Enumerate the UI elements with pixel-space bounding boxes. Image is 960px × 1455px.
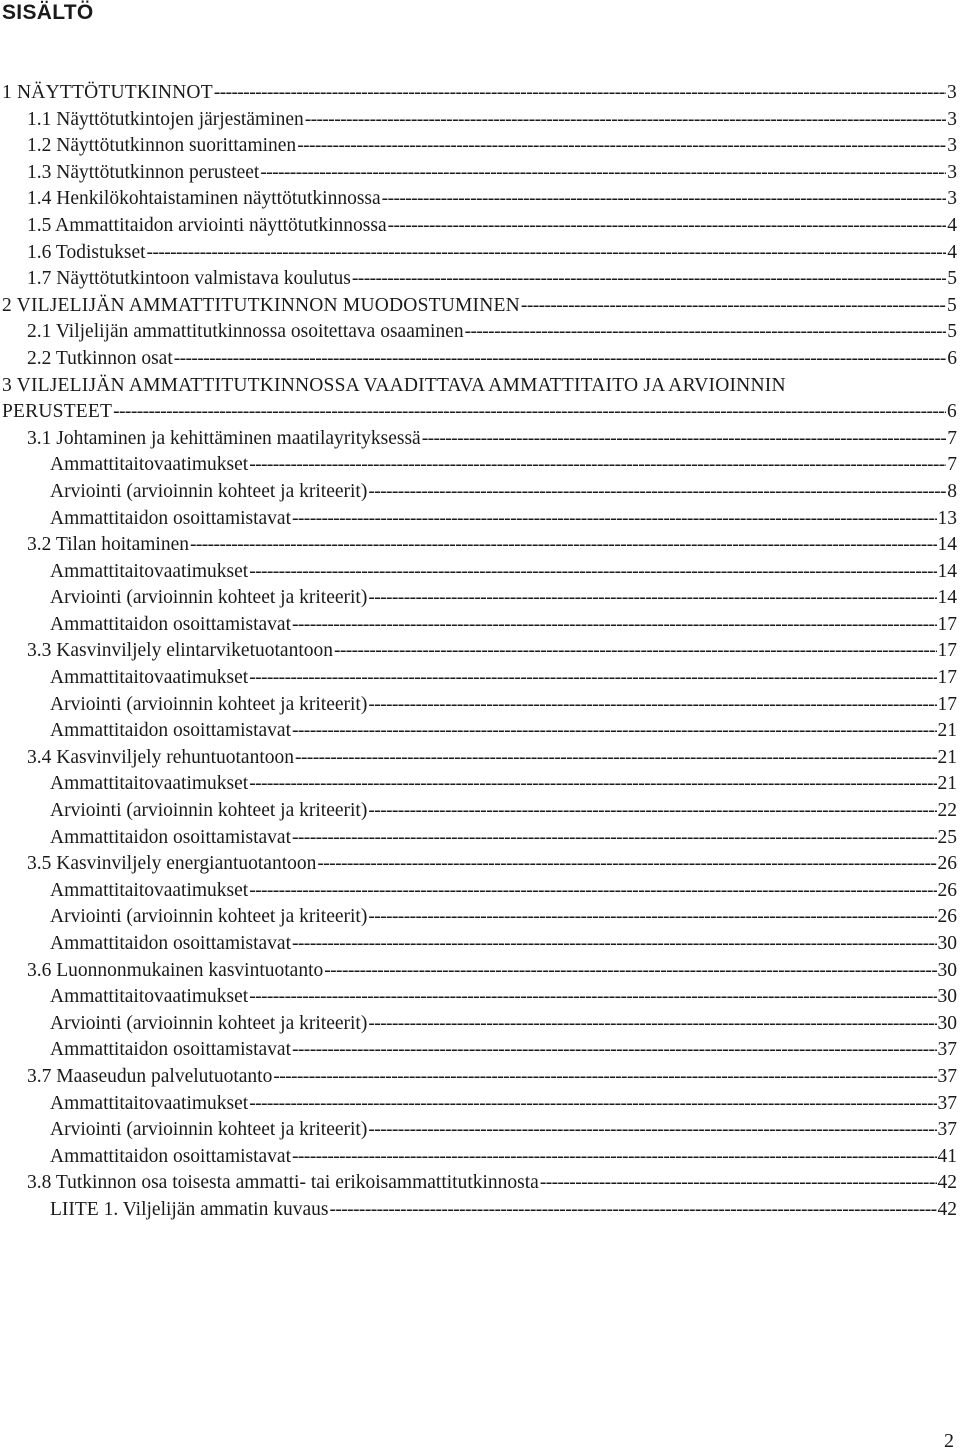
toc-entry-title: Ammattitaitovaatimukset bbox=[50, 560, 249, 582]
dash-leader bbox=[352, 266, 946, 293]
toc-entry-title: 3.2 Tilan hoitaminen bbox=[27, 534, 189, 556]
toc-entry[interactable] bbox=[0, 692, 957, 719]
toc-entry-title: Arviointi (arvioinnin kohteet ja kriteerit) bbox=[50, 587, 368, 609]
toc-entry[interactable] bbox=[0, 559, 957, 586]
toc-entry[interactable] bbox=[0, 585, 957, 612]
toc-entry[interactable] bbox=[0, 373, 957, 400]
toc-entry[interactable] bbox=[0, 160, 957, 187]
toc-entry-title: 3.7 Maaseudun palvelutuotanto bbox=[27, 1065, 273, 1087]
toc-entry-page: 5 bbox=[947, 294, 957, 316]
toc-entry-page: 21 bbox=[937, 773, 957, 795]
toc-entry-page: 7 bbox=[947, 454, 957, 476]
toc-entry-title: 1.2 Näyttötutkinnon suorittaminen bbox=[27, 135, 297, 157]
toc-entry-page: 21 bbox=[937, 746, 957, 768]
toc-entry[interactable] bbox=[0, 1117, 957, 1144]
toc-entry-title: 2 VILJELIJÄN AMMATTITUTKINNON MUODOSTUMINEN bbox=[2, 294, 520, 316]
toc-entry-page: 26 bbox=[937, 879, 957, 901]
toc-entry[interactable] bbox=[0, 665, 957, 692]
toc-entry[interactable] bbox=[0, 426, 957, 453]
dash-leader bbox=[465, 319, 947, 346]
toc-entry-page: 4 bbox=[947, 214, 957, 236]
dash-leader bbox=[329, 1197, 936, 1224]
toc-entry-title: 2.2 Tutkinnon osat bbox=[27, 347, 173, 369]
dash-leader bbox=[292, 931, 936, 958]
toc-entry-title: 3.1 Johtaminen ja kehittäminen maatilayrityksessä bbox=[27, 427, 421, 449]
toc-entry-title: Arviointi (arvioinnin kohteet ja kriteerit) bbox=[50, 906, 368, 928]
toc-entry[interactable] bbox=[0, 133, 957, 160]
dash-leader bbox=[249, 1091, 936, 1118]
table-of-contents bbox=[0, 80, 957, 1224]
toc-entry[interactable] bbox=[0, 1144, 957, 1171]
toc-entry-page: 17 bbox=[937, 693, 957, 715]
dash-leader bbox=[113, 399, 946, 426]
dash-leader bbox=[249, 878, 936, 905]
toc-entry[interactable] bbox=[0, 452, 957, 479]
toc-entry[interactable] bbox=[0, 1011, 957, 1038]
toc-entry[interactable] bbox=[0, 718, 957, 745]
dash-leader bbox=[324, 958, 936, 985]
toc-entry-page: 30 bbox=[937, 933, 957, 954]
toc-entry[interactable] bbox=[0, 532, 957, 559]
toc-entry-page: 25 bbox=[937, 826, 957, 848]
toc-entry-title: Ammattitaidon osoittamistavat bbox=[50, 1145, 292, 1167]
toc-entry-page: 37 bbox=[937, 1119, 957, 1141]
toc-entry-page: 14 bbox=[937, 587, 957, 609]
toc-entry-title: 2.1 Viljelijän ammattitutkinnossa osoitettava osaaminen bbox=[27, 321, 464, 343]
toc-entry[interactable] bbox=[0, 1064, 957, 1091]
dash-leader bbox=[190, 532, 937, 559]
toc-entry[interactable] bbox=[0, 266, 957, 293]
toc-entry[interactable] bbox=[0, 1197, 957, 1224]
toc-entry-title: 1 NÄYTTÖTUTKINNOT bbox=[2, 82, 213, 103]
dash-leader bbox=[147, 240, 947, 267]
toc-entry-page: 3 bbox=[947, 135, 957, 157]
toc-entry-page: 30 bbox=[937, 1012, 957, 1034]
toc-entry-page: 3 bbox=[947, 188, 957, 210]
toc-entry-page: 41 bbox=[937, 1145, 957, 1167]
toc-entry[interactable] bbox=[0, 479, 957, 506]
toc-entry[interactable] bbox=[0, 638, 957, 665]
toc-entry-title: 3 VILJELIJÄN AMMATTITUTKINNOSSA VAADITTAVA AMMATTITAITO JA ARVIOINNIN bbox=[2, 374, 786, 396]
toc-entry[interactable] bbox=[0, 506, 957, 533]
toc-entry-title: 3.3 Kasvinviljely elintarviketuotantoon bbox=[27, 640, 333, 662]
toc-entry[interactable] bbox=[0, 612, 957, 639]
toc-entry[interactable] bbox=[0, 771, 957, 798]
toc-entry-title: Ammattitaidon osoittamistavat bbox=[50, 720, 292, 742]
dash-leader bbox=[422, 426, 947, 453]
toc-entry[interactable] bbox=[0, 878, 957, 905]
dash-leader bbox=[368, 1011, 936, 1038]
toc-entry-page: 22 bbox=[937, 800, 957, 822]
toc-entry-continuation[interactable] bbox=[0, 399, 957, 426]
toc-entry[interactable] bbox=[0, 293, 957, 320]
toc-heading: SISÄLTÖ bbox=[2, 1, 94, 24]
dash-leader bbox=[174, 346, 947, 373]
toc-entry-title: Arviointi (arvioinnin kohteet ja kriteerit) bbox=[50, 1012, 368, 1034]
dash-leader bbox=[521, 293, 946, 320]
toc-entry-page: 5 bbox=[947, 268, 957, 290]
toc-entry-page: 14 bbox=[937, 560, 957, 582]
toc-entry-title: Ammattitaitovaatimukset bbox=[50, 986, 249, 1008]
toc-entry[interactable] bbox=[0, 1170, 957, 1197]
dash-leader bbox=[295, 745, 936, 772]
toc-entry[interactable] bbox=[0, 107, 957, 134]
dash-leader bbox=[292, 506, 936, 533]
dash-leader bbox=[334, 638, 937, 665]
dash-leader bbox=[260, 160, 946, 187]
dash-leader bbox=[368, 585, 936, 612]
toc-entry-title: 1.1 Näyttötutkintojen järjestäminen bbox=[27, 108, 304, 130]
dash-leader bbox=[249, 665, 936, 692]
toc-entry-title: Ammattitaidon osoittamistavat bbox=[50, 507, 292, 529]
toc-entry-title: LIITE 1. Viljelijän ammatin kuvaus bbox=[50, 1198, 329, 1220]
dash-leader bbox=[249, 452, 946, 479]
toc-entry[interactable] bbox=[0, 958, 957, 985]
toc-entry-title: 1.7 Näyttötutkintoon valmistava koulutus bbox=[27, 268, 351, 290]
toc-entry-title: 3.4 Kasvinviljely rehuntuotantoon bbox=[27, 746, 295, 768]
toc-entry[interactable] bbox=[0, 213, 957, 240]
dash-leader bbox=[249, 771, 936, 798]
toc-entry-page: 37 bbox=[937, 1039, 957, 1061]
toc-entry[interactable] bbox=[0, 240, 957, 267]
toc-entry-page: 6 bbox=[947, 401, 957, 423]
toc-entry-title: Ammattitaitovaatimukset bbox=[50, 667, 249, 689]
toc-entry-page: 13 bbox=[937, 507, 957, 529]
toc-entry-page: 7 bbox=[947, 427, 957, 449]
dash-leader bbox=[214, 80, 946, 107]
toc-entry-title: PERUSTEET bbox=[2, 401, 113, 423]
toc-entry-page: 6 bbox=[947, 347, 957, 369]
dash-leader bbox=[382, 186, 947, 213]
toc-entry-title: Arviointi (arvioinnin kohteet ja kriteerit) bbox=[50, 693, 368, 715]
dash-leader bbox=[292, 825, 936, 852]
toc-entry-page: 14 bbox=[937, 534, 957, 556]
toc-entry-title: 1.4 Henkilökohtaistaminen näyttötutkinnossa bbox=[27, 188, 381, 210]
toc-entry-page: 42 bbox=[937, 1172, 957, 1194]
toc-entry-page: 37 bbox=[937, 1092, 957, 1114]
toc-entry-title: Ammattitaidon osoittamistavat bbox=[50, 613, 292, 635]
toc-entry-page: 42 bbox=[937, 1198, 957, 1220]
dash-leader bbox=[368, 479, 946, 506]
toc-entry[interactable] bbox=[0, 346, 957, 373]
dash-leader bbox=[305, 107, 947, 134]
toc-entry[interactable] bbox=[0, 186, 957, 213]
toc-entry-title: 1.3 Näyttötutkinnon perusteet bbox=[27, 161, 260, 183]
toc-entry-page: 4 bbox=[947, 241, 957, 263]
toc-entry-page: 5 bbox=[947, 321, 957, 343]
toc-entry[interactable] bbox=[0, 984, 957, 1011]
toc-entry-title: Arviointi (arvioinnin kohteet ja kriteerit) bbox=[50, 800, 368, 822]
toc-entry-page: 17 bbox=[937, 613, 957, 635]
toc-entry-title: 1.5 Ammattitaidon arviointi näyttötutkinnossa bbox=[27, 214, 387, 236]
toc-entry-title: Ammattitaidon osoittamistavat bbox=[50, 1039, 292, 1061]
toc-entry-title: Ammattitaidon osoittamistavat bbox=[50, 933, 292, 954]
toc-entry-page: 17 bbox=[937, 667, 957, 689]
toc-entry[interactable] bbox=[0, 1037, 957, 1064]
toc-entry[interactable] bbox=[0, 931, 957, 958]
toc-entry-title: 3.5 Kasvinviljely energiantuotantoon bbox=[27, 853, 317, 875]
dash-leader bbox=[292, 612, 936, 639]
dash-leader bbox=[273, 1064, 936, 1091]
toc-entry[interactable] bbox=[0, 904, 957, 931]
toc-entry-page: 30 bbox=[937, 959, 957, 981]
toc-entry-title: Arviointi (arvioinnin kohteet ja kriteerit) bbox=[50, 480, 368, 502]
dash-leader bbox=[368, 692, 936, 719]
dash-leader bbox=[317, 851, 936, 878]
toc-entry[interactable] bbox=[0, 825, 957, 852]
dash-leader bbox=[249, 559, 936, 586]
toc-entry-page: 21 bbox=[937, 720, 957, 742]
dash-leader bbox=[368, 904, 936, 931]
toc-entry-page: 3 bbox=[947, 82, 957, 103]
toc-entry-page: 8 bbox=[947, 480, 957, 502]
toc-entry-title: 1.6 Todistukset bbox=[27, 241, 146, 263]
toc-entry-page: 17 bbox=[937, 640, 957, 662]
dash-leader bbox=[388, 213, 947, 240]
page-number: 2 bbox=[944, 1430, 954, 1452]
toc-entry-title: Ammattitaidon osoittamistavat bbox=[50, 826, 292, 848]
toc-entry-page: 26 bbox=[937, 906, 957, 928]
dash-leader bbox=[368, 1117, 936, 1144]
toc-entry[interactable] bbox=[0, 851, 957, 878]
toc-entry-title: Ammattitaitovaatimukset bbox=[50, 773, 249, 795]
dash-leader bbox=[540, 1170, 937, 1197]
dash-leader bbox=[249, 984, 936, 1011]
toc-entry[interactable] bbox=[0, 319, 957, 346]
toc-entry-title: Ammattitaitovaatimukset bbox=[50, 1092, 249, 1114]
toc-entry-page: 37 bbox=[937, 1065, 957, 1087]
toc-entry-title: Arviointi (arvioinnin kohteet ja kriteerit) bbox=[50, 1119, 368, 1141]
toc-entry-page: 30 bbox=[937, 986, 957, 1008]
toc-entry-page: 3 bbox=[947, 108, 957, 130]
toc-entry-title: Ammattitaitovaatimukset bbox=[50, 879, 249, 901]
dash-leader bbox=[297, 133, 946, 160]
toc-entry-title: 3.6 Luonnonmukainen kasvintuotanto bbox=[27, 959, 324, 981]
dash-leader bbox=[292, 1144, 936, 1171]
toc-entry-title: Ammattitaitovaatimukset bbox=[50, 454, 249, 476]
toc-entry[interactable] bbox=[0, 80, 957, 107]
dash-leader bbox=[292, 1037, 936, 1064]
toc-entry-page: 3 bbox=[947, 161, 957, 183]
toc-entry-page: 26 bbox=[937, 853, 957, 875]
dash-leader bbox=[368, 798, 936, 825]
dash-leader bbox=[292, 718, 936, 745]
toc-entry[interactable] bbox=[0, 745, 957, 772]
toc-entry-title: 3.8 Tutkinnon osa toisesta ammatti- tai erikoisammattitutkinnosta bbox=[27, 1172, 539, 1194]
toc-entry[interactable] bbox=[0, 798, 957, 825]
toc-entry[interactable] bbox=[0, 1091, 957, 1118]
